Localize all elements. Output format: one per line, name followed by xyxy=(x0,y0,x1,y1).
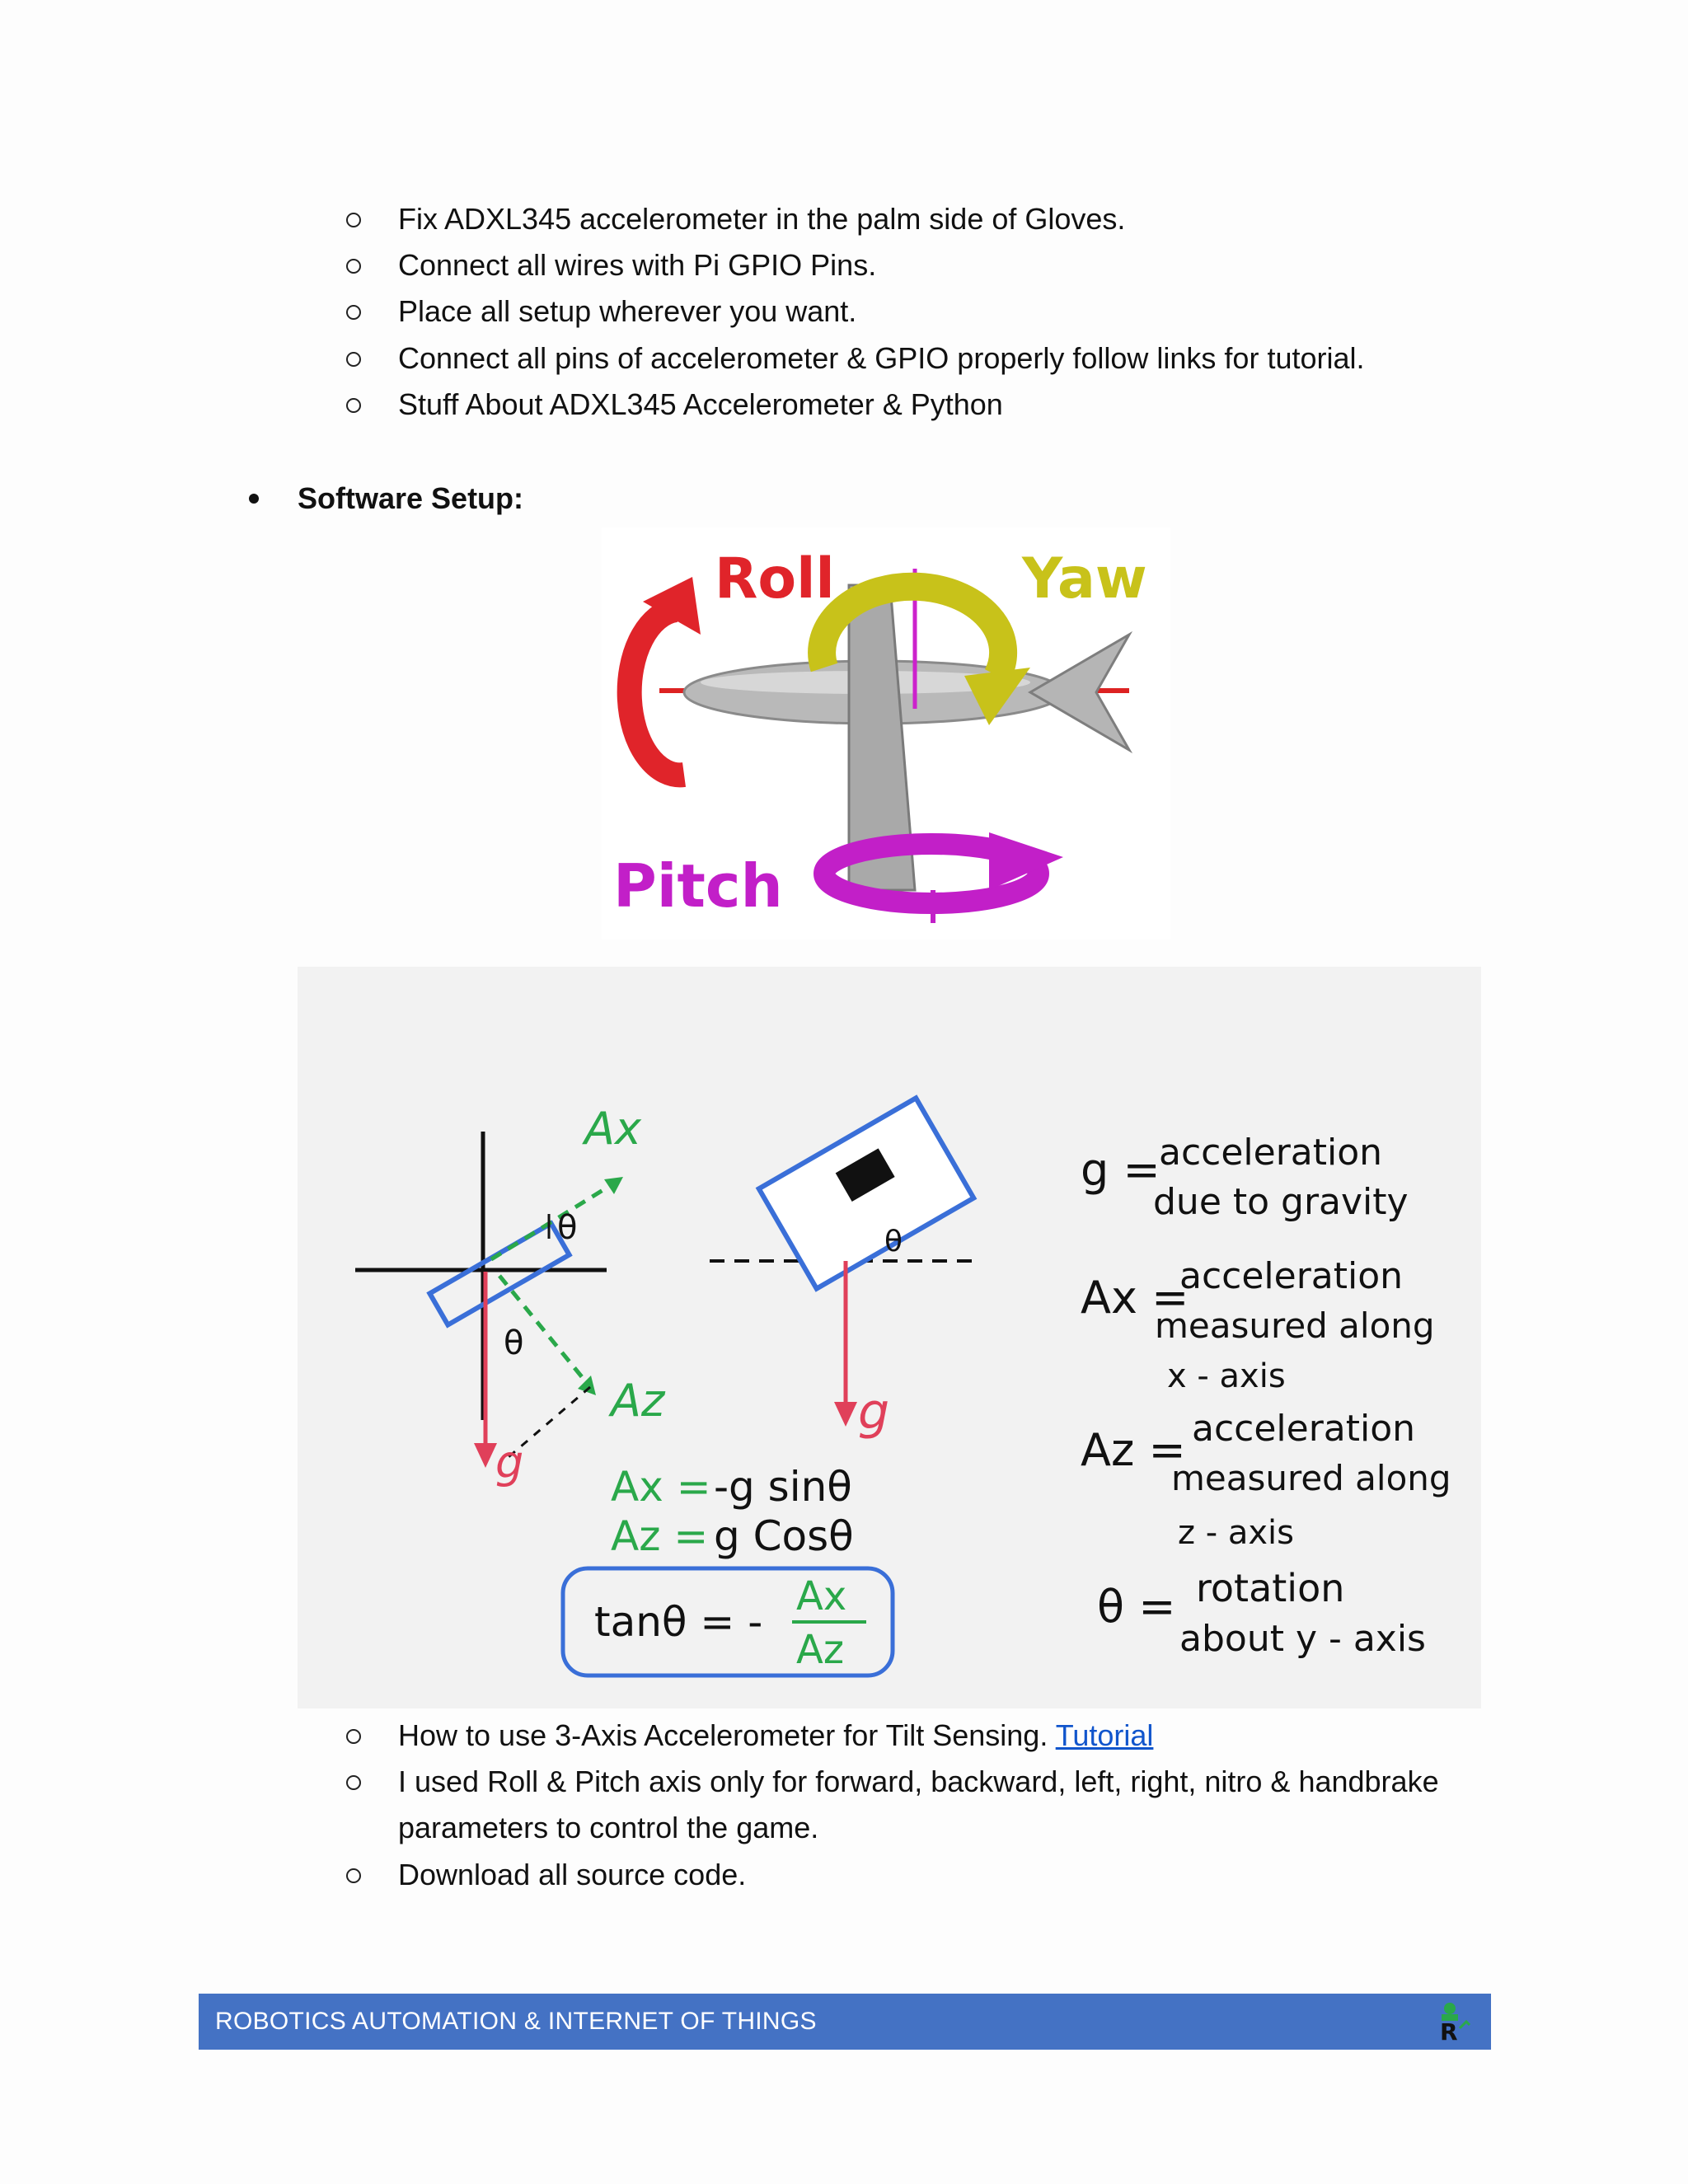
theta-label-board: θ xyxy=(884,1225,903,1258)
hollow-bullet-icon xyxy=(346,305,361,320)
legend-theta-symbol: θ = xyxy=(1097,1581,1176,1633)
equation-1-rhs: -g sinθ xyxy=(714,1463,852,1511)
hollow-bullet-icon xyxy=(346,213,361,227)
legend-az-symbol: Az = xyxy=(1081,1424,1186,1476)
g-label-middle: g xyxy=(858,1383,890,1441)
hollow-bullet-icon xyxy=(346,1729,361,1744)
section-title: Software Setup: xyxy=(298,481,524,515)
legend-az-line2: measured along xyxy=(1171,1458,1451,1498)
legend-ax-line1: acceleration xyxy=(1179,1255,1404,1297)
list-item-text: Place all setup wherever you want. xyxy=(398,294,857,328)
list-item-text: Download all source code. xyxy=(398,1858,747,1891)
logo-letter: R xyxy=(1440,2018,1458,2043)
legend-ax-symbol: Ax = xyxy=(1081,1272,1189,1324)
tutorial-description: How to use 3-Axis Accelerometer for Tilt Sensing. xyxy=(398,1718,1056,1752)
equation-1-lhs: Ax = xyxy=(611,1463,711,1511)
tan-formula-numerator: Ax xyxy=(796,1573,847,1619)
legend-ax-line2: measured along xyxy=(1155,1305,1435,1346)
legend-az-line3: z - axis xyxy=(1178,1514,1294,1552)
hollow-bullet-icon xyxy=(346,398,361,413)
legend-az-line1: acceleration xyxy=(1192,1408,1416,1450)
list-item-text: Fix ADXL345 accelerometer in the palm side of Gloves. xyxy=(398,202,1126,236)
legend-g-symbol: g = xyxy=(1081,1144,1160,1196)
legend-g-line1: acceleration xyxy=(1159,1132,1383,1174)
list-item-text: Connect all pins of accelerometer & GPIO properly follow links for tutorial. xyxy=(398,341,1365,375)
yaw-label: Yaw xyxy=(1022,546,1147,612)
roll-pitch-yaw-image xyxy=(602,527,1170,940)
list-item-text: Stuff About ADXL345 Accelerometer & Python xyxy=(398,387,1003,421)
list-item-text: parameters to control the game. xyxy=(398,1811,819,1844)
legend-g-line2: due to gravity xyxy=(1153,1181,1409,1223)
tan-formula-lhs: tanθ = - xyxy=(594,1598,763,1646)
theta-label-top: θ xyxy=(557,1209,578,1247)
filled-bullet-icon xyxy=(249,494,259,504)
g-label-left: g xyxy=(495,1436,524,1488)
list-item-text xyxy=(398,1713,1153,1759)
tan-formula-denominator: Az xyxy=(796,1627,845,1673)
list-item-text: Connect all wires with Pi GPIO Pins. xyxy=(398,248,877,282)
roll-label: Roll xyxy=(715,546,835,612)
equation-2-rhs: g Cosθ xyxy=(714,1512,854,1560)
tilt-sensing-diagram xyxy=(298,967,1481,1708)
hollow-bullet-icon xyxy=(346,352,361,367)
az-label: Az xyxy=(611,1375,665,1427)
legend-theta-line1: rotation xyxy=(1196,1566,1345,1610)
equation-2-lhs: Az = xyxy=(611,1512,709,1560)
legend-theta-line2: about y - axis xyxy=(1179,1618,1426,1660)
hollow-bullet-icon xyxy=(346,259,361,274)
ax-label: Ax xyxy=(584,1103,641,1155)
theta-label-bottom: θ xyxy=(504,1324,524,1362)
footer-text: ROBOTICS AUTOMATION & INTERNET OF THINGS xyxy=(215,2008,817,2035)
tutorial-link[interactable]: Tutorial xyxy=(1055,1718,1154,1752)
hollow-bullet-icon xyxy=(346,1868,361,1883)
robot-logo-icon xyxy=(1433,2000,1475,2043)
list-item-text: I used Roll & Pitch axis only for forward, backward, left, right, nitro & handbrake xyxy=(398,1765,1439,1798)
hollow-bullet-icon xyxy=(346,1775,361,1790)
legend-ax-line3: x - axis xyxy=(1167,1357,1286,1395)
footer-banner xyxy=(199,1994,1491,2050)
pitch-label: Pitch xyxy=(613,851,783,921)
